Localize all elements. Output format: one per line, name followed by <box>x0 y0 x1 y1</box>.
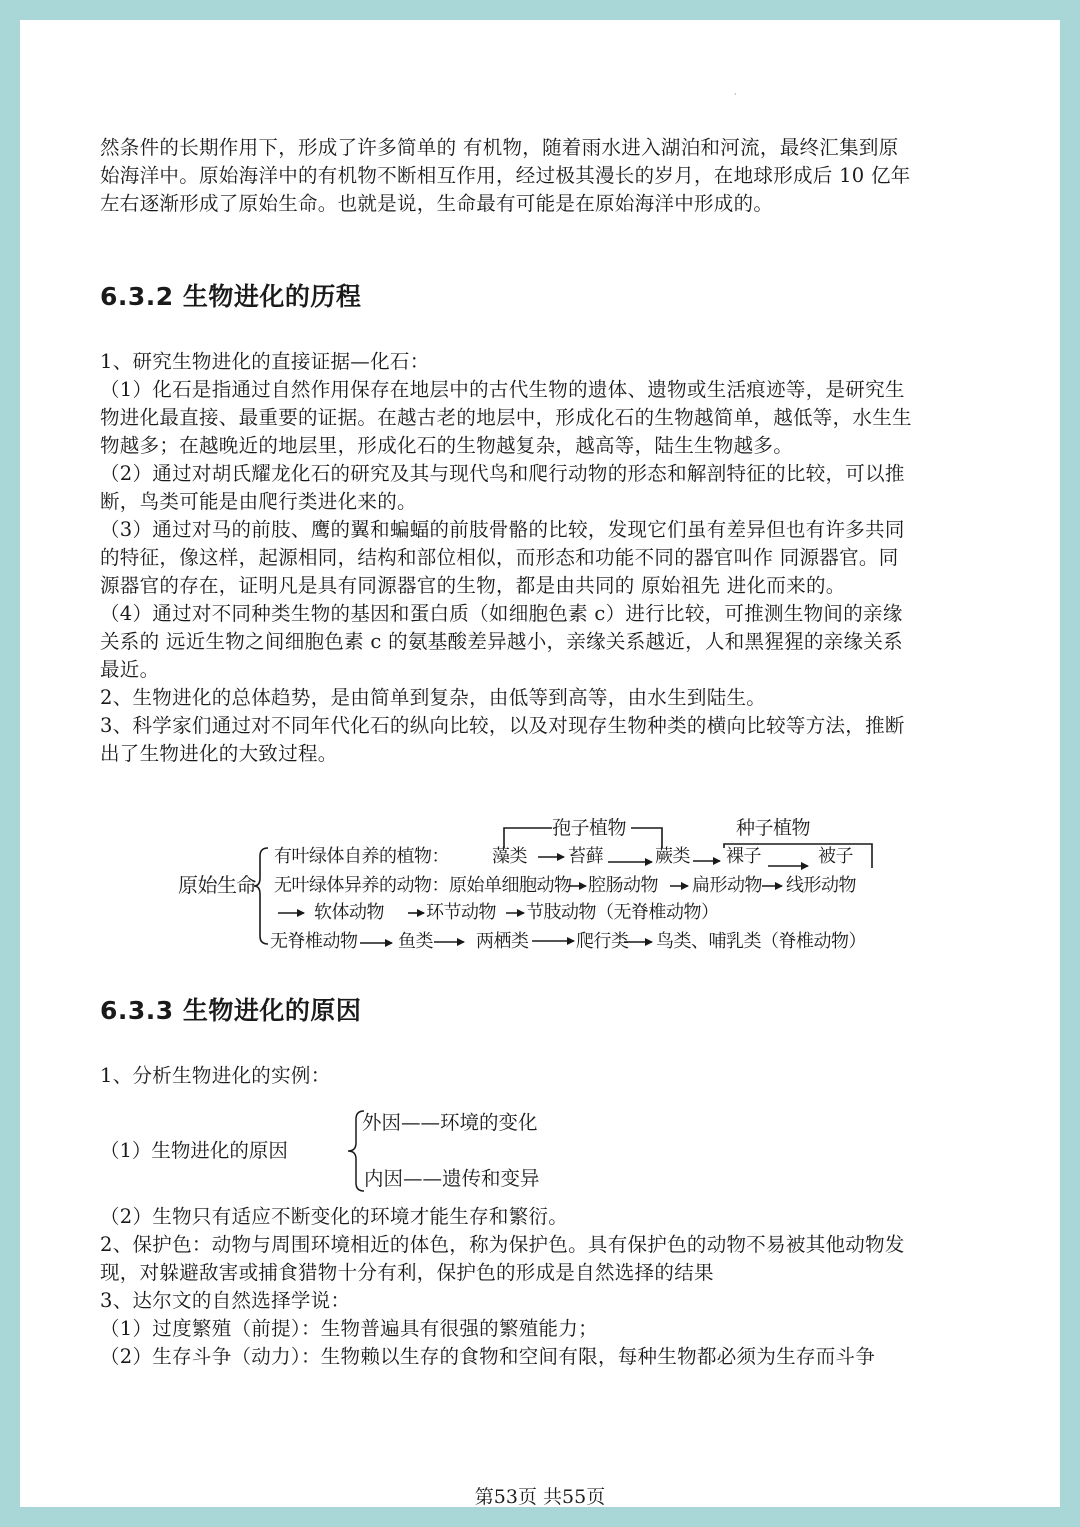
text-line: 最近。 <box>100 658 160 681</box>
diagram-coelenterate: 腔肠动物 <box>588 875 658 896</box>
text-line: （4）通过对不同种类生物的基因和蛋白质（如细胞色素 c）进行比较，可推测生物间的亲缘 <box>100 602 903 625</box>
diagram-roundworm: 线形动物 <box>786 875 856 896</box>
text-line: 然条件的长期作用下，形成了许多简单的 有机物，随着雨水进入湖泊和河流，最终汇集到原 <box>100 136 899 159</box>
diagram-arthropod: 节肢动物（无脊椎动物） <box>526 902 719 923</box>
section-heading: 6.3.2 生物进化的历程 <box>100 282 362 311</box>
document-page <box>20 20 1060 1507</box>
diagram-gymnosperm: 裸子 <box>726 846 761 867</box>
diagram-angiosperm: 被子 <box>818 846 853 867</box>
text-line: 现，对躲避敌害或捕食猎物十分有利，保护色的形成是自然选择的结果 <box>100 1261 714 1284</box>
text-line: 1、研究生物进化的直接证据—化石： <box>100 350 430 373</box>
section-632-body <box>100 348 982 768</box>
text-line: 1、分析生物进化的实例： <box>100 1064 331 1087</box>
section-633-body <box>100 1203 982 1371</box>
text-line: （2）通过对胡氏耀龙化石的研究及其与现代鸟和爬行动物的形态和解剖特征的比较，可以推 <box>100 462 905 485</box>
text-line: 物越多；在越晚近的地层里，形成化石的生物越复杂，越高等，陆生生物越多。 <box>100 434 794 457</box>
text-line: （2）生物只有适应不断变化的环境才能生存和繁衍。 <box>100 1205 569 1228</box>
cause-label: （1）生物进化的原因 <box>100 1139 288 1162</box>
page-number: 第53页 共55页 <box>474 1486 606 1507</box>
text-line: 关系的 远近生物之间细胞色素 c 的氨基酸差异越小，亲缘关系越近，人和黑猩猩的亲缘关系 <box>100 630 903 653</box>
text-line: 源器官的存在，证明凡是具有同源器官的生物，都是由共同的 原始祖先 进化而来的。 <box>100 574 846 597</box>
diagram-algae: 藻类 <box>492 846 527 867</box>
diagram-birds-mammals: 鸟类、哺乳类（脊椎动物） <box>656 931 866 952</box>
diagram-seed-plants: 种子植物 <box>736 817 811 839</box>
diagram-annelid: 环节动物 <box>426 902 496 923</box>
text-line: （1）化石是指通过自然作用保存在地层中的古代生物的遗体、遗物或生活痕迹等，是研究生 <box>100 378 905 401</box>
text-line: 出了生物进化的大致过程。 <box>100 742 338 765</box>
text-line: （3）通过对马的前肢、鹰的翼和蝙蝠的前肢骨骼的比较，发现它们虽有差异但也有许多共同 <box>100 518 905 541</box>
diagram-plant-branch: 有叶绿体自养的植物： <box>274 846 449 867</box>
text-line: 的特征，像这样，起源相同，结构和部位相似，而形态和功能不同的器官叫作 同源器官。同 <box>100 546 899 569</box>
text-line: 物进化最直接、最重要的证据。在越古老的地层中，形成化石的生物越简单，越低等，水生生 <box>100 406 912 429</box>
diagram-fish: 鱼类 <box>398 931 433 952</box>
text-line: （2）生存斗争（动力）：生物赖以生存的食物和空间有限，每种生物都必须为生存而斗争 <box>100 1345 876 1368</box>
text-line: 3、科学家们通过对不同年代化石的纵向比较，以及对现存生物种类的横向比较等方法，推断 <box>100 714 905 737</box>
diagram-root: 原始生命 <box>178 873 256 897</box>
diagram-fern: 蕨类 <box>655 846 690 867</box>
cause-external: 外因——环境的变化 <box>362 1111 538 1134</box>
diagram-spore-plants: 孢子植物 <box>552 817 627 839</box>
diagram-amphibian: 两栖类 <box>476 931 529 952</box>
diagram-reptile: 爬行类 <box>576 931 629 952</box>
cause-internal: 内因——遗传和变异 <box>364 1167 540 1190</box>
intro-paragraph <box>100 134 982 218</box>
cause-diagram <box>100 1103 660 1203</box>
scan-speck: · <box>734 90 737 99</box>
text-line: 2、保护色：动物与周围环境相近的体色，称为保护色。具有保护色的动物不易被其他动物发 <box>100 1233 905 1256</box>
text-line: 左右逐渐形成了原始生命。也就是说，生命最有可能是在原始海洋中形成的。 <box>100 192 774 215</box>
text-line: 始海洋中。原始海洋中的有机物不断相互作用，经过极其漫长的岁月，在地球形成后 10 亿年 <box>100 164 911 187</box>
evolution-diagram <box>156 800 876 970</box>
diagram-flatworm: 扁形动物 <box>692 875 762 896</box>
text-line: 3、达尔文的自然选择学说： <box>100 1289 351 1312</box>
text-line: 2、生物进化的总体趋势，是由简单到复杂，由低等到高等，由水生到陆生。 <box>100 686 767 709</box>
diagram-animal-branch: 无叶绿体异养的动物：原始单细胞动物 <box>274 875 572 896</box>
diagram-invertebrate: 无脊椎动物 <box>270 931 358 952</box>
diagram-mollusk: 软体动物 <box>314 902 384 923</box>
diagram-moss: 苔藓 <box>568 846 603 867</box>
section-heading: 6.3.3 生物进化的原因 <box>100 996 362 1025</box>
text-line: （1）过度繁殖（前提）：生物普遍具有很强的繁殖能力； <box>100 1317 598 1340</box>
text-line: 断，鸟类可能是由爬行类进化来的。 <box>100 490 417 513</box>
